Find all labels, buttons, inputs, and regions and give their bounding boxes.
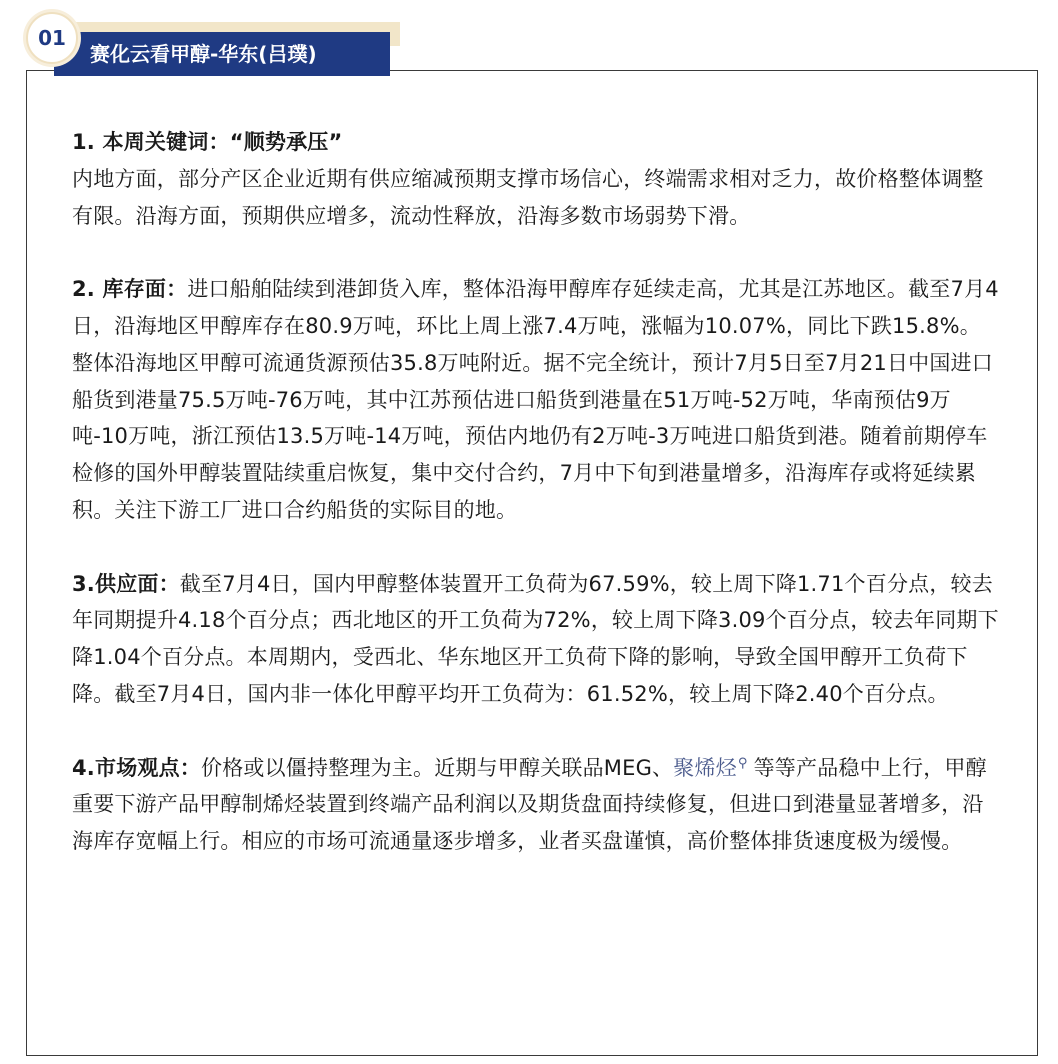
section-number: 01	[38, 26, 66, 50]
market-view-text-before: 价格或以僵持整理为主。近期与甲醇关联品MEG、	[201, 755, 674, 780]
article-body	[72, 124, 1002, 897]
market-view-heading: 4.市场观点：	[72, 755, 201, 780]
supply-heading: 3.供应面：	[72, 571, 180, 596]
inventory-heading: 2. 库存面：	[72, 277, 188, 302]
section-number-badge	[26, 12, 78, 64]
keywords-text: 内地方面，部分产区企业近期有供应缩减预期支撑市场信心，终端需求相对乏力，故价格整体调整有限。沿海方面，预期供应增多，流动性释放，沿海多数市场弱势下滑。	[72, 166, 984, 228]
inventory-paragraph	[72, 271, 1002, 529]
supply-text: 截至7月4日，国内甲醇整体装置开工负荷为67.59%，较上周下降1.71个百分点，较去年同期提升4.18个百分点；西北地区的开工负荷为72%，较上周下降3.09个百分点，较去年同期下降1.04个百分点。本周期内，受西北、华东地区开工负荷下降的影响，导致全国甲醇开工负荷下降。截至7月4日，国内非一体化甲醇平均开工负荷为：61.52%，较上周下降2.40个百分点。	[72, 571, 999, 706]
section-inventory	[72, 271, 1002, 529]
market-view-text-after: 等等产品稳中上行，甲醇重要下游产品甲醇制烯烃装置到终端产品利润以及期货盘面持续修复，但进口到港量显著增多，沿海库存宽幅上行。相应的市场可流通量逐步增多，业者买盘谨慎，高价整体排货速度极为缓慢。	[72, 755, 987, 854]
supply-paragraph	[72, 566, 1002, 713]
section-keywords	[72, 124, 1002, 234]
keywords-heading: 1. 本周关键词：“顺势承压”	[72, 130, 343, 154]
market-view-paragraph	[72, 750, 1002, 860]
section-supply	[72, 566, 1002, 713]
section-title: 赛化云看甲醇-华东(吕璞)	[90, 42, 317, 66]
section-market-view	[72, 750, 1002, 860]
section-title-banner	[54, 32, 390, 76]
inventory-text: 进口船舶陆续到港卸货入库，整体沿海甲醇库存延续走高，尤其是江苏地区。截至7月4日，沿海地区甲醇库存在80.9万吨，环比上周上涨7.4万吨，涨幅为10.07%，同比下跌15.8%。整体沿海地区甲醇可流通货源预估35.8万吨附近。据不完全统计，预计7月5日至7月21日中国进口船货到港量75.5万吨-76万吨，其中江苏预估进口船货到港量在51万吨-52万吨，华南预估9万吨-10万吨，浙江预估13.5万吨-14万吨，预估内地仍有2万吨-3万吨进口船货到港。随着前期停车检修的国外甲醇装置陆续重启恢复，集中交付合约，7月中下旬到港量增多，沿海库存或将延续累积。关注下游工厂进口合约船货的实际目的地。	[72, 277, 999, 522]
polyolefin-term-link[interactable]: 聚烯烃	[673, 755, 737, 780]
search-icon[interactable]: ⚲	[737, 755, 748, 771]
